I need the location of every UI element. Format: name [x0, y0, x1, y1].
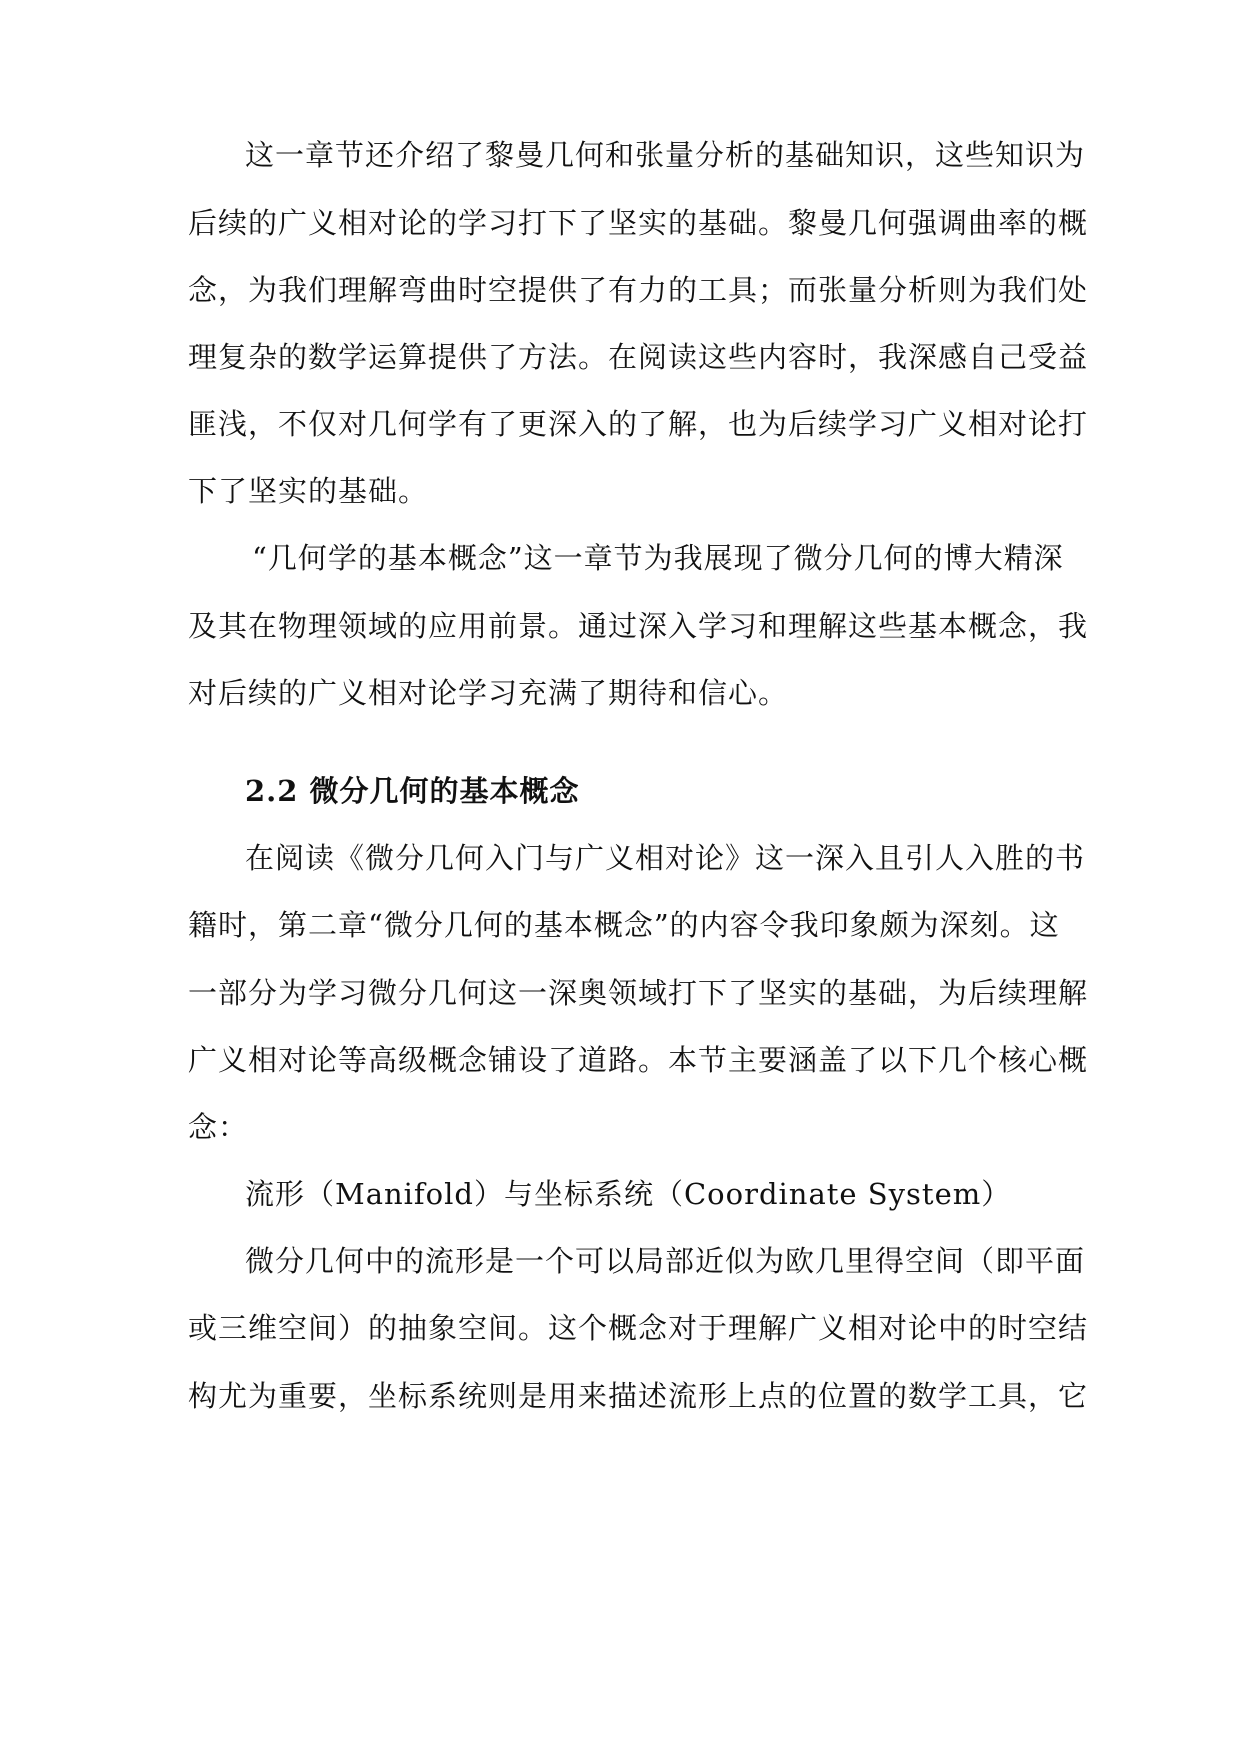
text-line: 一部分为学习微分几何这一深奥领域打下了坚实的基础，为后续理解 — [188, 976, 1089, 1010]
text-line: “几何学的基本概念”这一章节为我展现了微分几何的博大精深 — [252, 541, 1064, 575]
text-line: 理复杂的数学运算提供了方法。在阅读这些内容时，我深感自己受益 — [188, 340, 1089, 374]
text-line: 念，为我们理解弯曲时空提供了有力的工具；而张量分析则为我们处 — [188, 273, 1089, 307]
text-line: 广义相对论等高级概念铺设了道路。本节主要涵盖了以下几个核心概 — [188, 1043, 1089, 1077]
text-line: 对后续的广义相对论学习充满了期待和信心。 — [188, 676, 789, 710]
text-line: 后续的广义相对论的学习打下了坚实的基础。黎曼几何强调曲率的概 — [188, 206, 1089, 240]
text-line: 这一章节还介绍了黎曼几何和张量分析的基础知识，这些知识为 — [245, 138, 1086, 172]
text-line: 念： — [188, 1110, 249, 1144]
text-line: 在阅读《微分几何入门与广义相对论》这一深入且引人入胜的书 — [245, 841, 1086, 875]
text-line: 下了坚实的基础。 — [188, 474, 429, 508]
section-heading: 2.2 微分几何的基本概念 — [245, 774, 580, 808]
text-line: 或三维空间）的抽象空间。这个概念对于理解广义相对论中的时空结 — [188, 1311, 1089, 1345]
subheading-manifold: 流形（Manifold）与坐标系统（Coordinate System） — [245, 1177, 1012, 1211]
text-line: 微分几何中的流形是一个可以局部近似为欧几里得空间（即平面 — [245, 1244, 1086, 1278]
text-line: 构尤为重要，坐标系统则是用来描述流形上点的位置的数学工具，它 — [188, 1379, 1089, 1413]
text-line: 及其在物理领域的应用前景。通过深入学习和理解这些基本概念，我 — [188, 609, 1089, 643]
text-line: 匪浅，不仅对几何学有了更深入的了解，也为后续学习广义相对论打 — [188, 407, 1089, 441]
text-line: 籍时，第二章“微分几何的基本概念”的内容令我印象颇为深刻。这 — [188, 908, 1060, 942]
